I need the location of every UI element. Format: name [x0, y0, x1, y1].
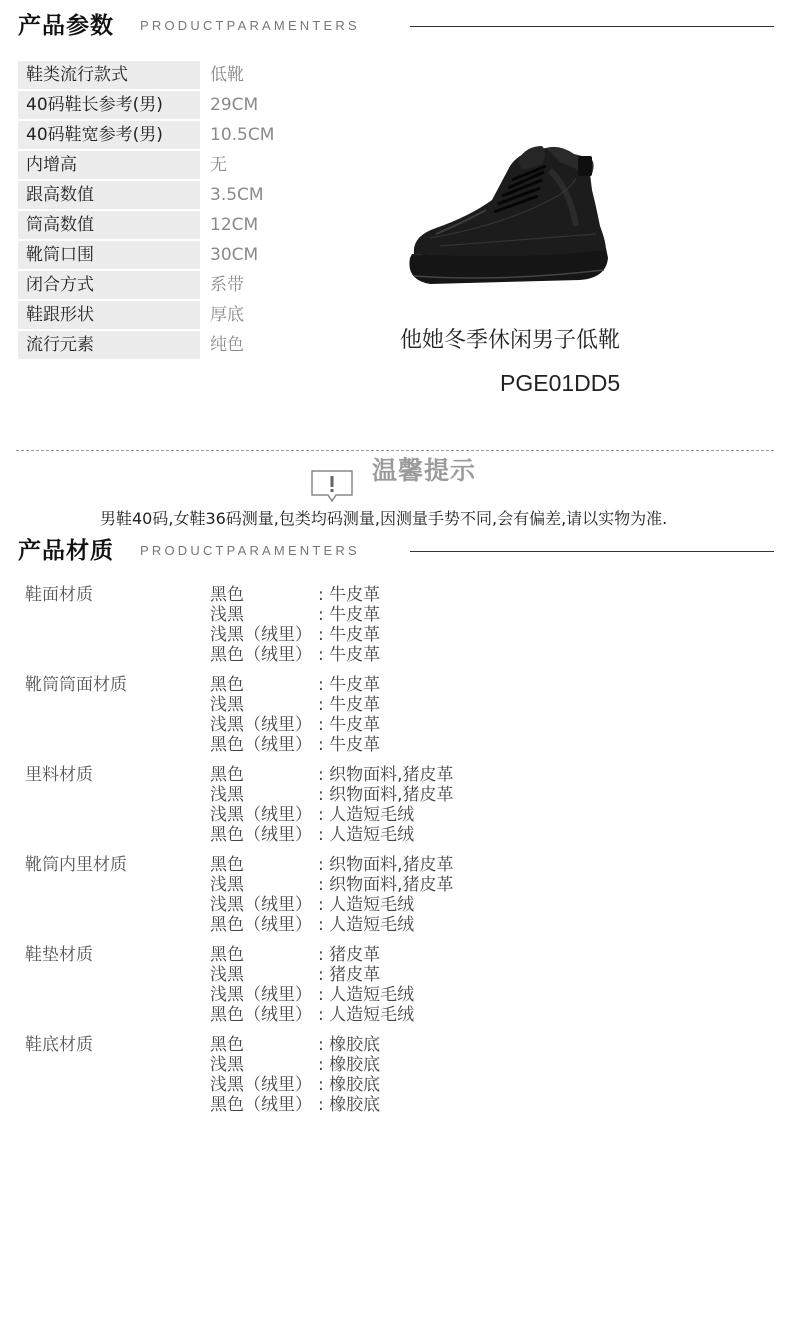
- material-line: [210, 895, 414, 915]
- param-label: 鞋类流行款式: [18, 61, 200, 89]
- material-value: : 牛皮革: [318, 585, 381, 605]
- param-row: [18, 120, 398, 150]
- param-row: [18, 210, 398, 240]
- material-value: : 猪皮革: [318, 945, 381, 965]
- material-line: [210, 1075, 380, 1095]
- material-line: [210, 765, 454, 785]
- param-label: 闭合方式: [18, 271, 200, 299]
- material-line: [210, 1055, 380, 1075]
- material-label: 里料材质: [25, 765, 93, 785]
- material-value: : 牛皮革: [318, 675, 381, 695]
- param-row: [18, 180, 398, 210]
- material-group: [0, 855, 790, 945]
- material-line: [210, 1005, 414, 1025]
- material-group: [0, 945, 790, 1035]
- material-value: : 猪皮革: [318, 965, 381, 985]
- param-row: [18, 240, 398, 270]
- material-value: : 织物面料,猪皮革: [318, 875, 454, 895]
- material-value: : 人造短毛绒: [318, 1005, 415, 1025]
- param-value: 30CM: [210, 245, 259, 265]
- product-name: 他她冬季休闲男子低靴: [400, 328, 621, 353]
- material-value: : 牛皮革: [318, 645, 381, 665]
- product-code: PGE01DD5: [500, 370, 621, 396]
- material-color: 浅黑: [210, 875, 244, 895]
- material-label: 鞋面材质: [25, 585, 93, 605]
- material-color: 浅黑（绒里）: [210, 1075, 312, 1095]
- material-group: [0, 1035, 790, 1125]
- material-line: [210, 875, 454, 895]
- param-value: 10.5CM: [210, 125, 275, 145]
- material-line: [210, 675, 380, 695]
- param-value: 无: [210, 155, 227, 175]
- material-value: : 牛皮革: [318, 715, 381, 735]
- materials-section-subtitle: PRODUCTPARAMENTERS: [140, 543, 360, 558]
- param-label: 40码鞋宽参考(男): [18, 121, 200, 149]
- param-row: [18, 60, 398, 90]
- param-value: 低靴: [210, 65, 244, 85]
- material-value: : 橡胶底: [318, 1095, 381, 1115]
- param-row: [18, 150, 398, 180]
- param-row: [18, 90, 398, 120]
- params-section-title: 产品参数: [18, 13, 114, 39]
- materials-section-header: [18, 534, 774, 568]
- materials-list: [0, 585, 790, 1125]
- material-color: 浅黑: [210, 965, 244, 985]
- param-value: 29CM: [210, 95, 259, 115]
- material-line: [210, 965, 380, 985]
- param-label: 内增高: [18, 151, 200, 179]
- material-line: [210, 945, 380, 965]
- material-value: : 牛皮革: [318, 625, 381, 645]
- material-line: [210, 985, 414, 1005]
- param-value: 系带: [210, 275, 244, 295]
- material-color: 浅黑（绒里）: [210, 805, 312, 825]
- param-label: 40码鞋长参考(男): [18, 91, 200, 119]
- param-label: 鞋跟形状: [18, 301, 200, 329]
- material-color: 浅黑: [210, 695, 244, 715]
- material-color: 浅黑（绒里）: [210, 985, 312, 1005]
- material-value: : 织物面料,猪皮革: [318, 855, 454, 875]
- material-line: [210, 1035, 380, 1055]
- material-color: 浅黑（绒里）: [210, 895, 312, 915]
- material-color: 黑色: [210, 675, 244, 695]
- material-color: 黑色: [210, 945, 244, 965]
- material-line: [210, 805, 414, 825]
- material-line: [210, 735, 380, 755]
- material-label: 靴筒筒面材质: [25, 675, 127, 695]
- material-color: 黑色: [210, 765, 244, 785]
- exclamation-speech-icon: [310, 469, 354, 503]
- material-value: : 牛皮革: [318, 695, 381, 715]
- material-value: : 橡胶底: [318, 1075, 381, 1095]
- param-label: 跟高数值: [18, 181, 200, 209]
- materials-section-title: 产品材质: [18, 538, 114, 564]
- tip-title: 温馨提示: [372, 456, 477, 485]
- material-color: 黑色（绒里）: [210, 1095, 312, 1115]
- param-value: 厚底: [210, 305, 244, 325]
- material-line: [210, 825, 414, 845]
- params-section-subtitle: PRODUCTPARAMENTERS: [140, 18, 360, 33]
- material-label: 鞋底材质: [25, 1035, 93, 1055]
- material-color: 浅黑: [210, 605, 244, 625]
- material-line: [210, 785, 454, 805]
- material-color: 浅黑: [210, 785, 244, 805]
- material-line: [210, 605, 380, 625]
- material-group: [0, 765, 790, 855]
- material-color: 浅黑（绒里）: [210, 715, 312, 735]
- param-row: [18, 330, 398, 360]
- params-section-header: [18, 9, 774, 43]
- param-value: 12CM: [210, 215, 259, 235]
- param-label: 筒高数值: [18, 211, 200, 239]
- material-value: : 牛皮革: [318, 605, 381, 625]
- material-value: : 牛皮革: [318, 735, 381, 755]
- material-value: : 织物面料,猪皮革: [318, 785, 454, 805]
- material-color: 黑色（绒里）: [210, 645, 312, 665]
- material-value: : 橡胶底: [318, 1035, 381, 1055]
- material-value: : 橡胶底: [318, 1055, 381, 1075]
- material-group: [0, 585, 790, 675]
- product-shoe-image: [400, 130, 620, 300]
- material-color: 浅黑（绒里）: [210, 625, 312, 645]
- material-color: 黑色: [210, 855, 244, 875]
- material-line: [210, 855, 454, 875]
- material-label: 鞋垫材质: [25, 945, 93, 965]
- material-line: [210, 915, 414, 935]
- material-color: 黑色（绒里）: [210, 915, 312, 935]
- param-label: 靴筒口围: [18, 241, 200, 269]
- tip-text: 男鞋40码,女鞋36码测量,包类均码测量,因测量手势不同,会有偏差,请以实物为准.: [100, 509, 668, 528]
- material-value: : 人造短毛绒: [318, 985, 415, 1005]
- material-value: : 人造短毛绒: [318, 915, 415, 935]
- material-color: 黑色: [210, 585, 244, 605]
- material-line: [210, 1095, 380, 1115]
- material-line: [210, 585, 380, 605]
- material-color: 黑色: [210, 1035, 244, 1055]
- material-value: : 人造短毛绒: [318, 825, 415, 845]
- header-rule: [410, 26, 774, 27]
- material-color: 黑色（绒里）: [210, 735, 312, 755]
- material-color: 黑色（绒里）: [210, 1005, 312, 1025]
- param-label: 流行元素: [18, 331, 200, 359]
- material-label: 靴筒内里材质: [25, 855, 127, 875]
- param-value: 3.5CM: [210, 185, 264, 205]
- material-value: : 人造短毛绒: [318, 895, 415, 915]
- material-group: [0, 675, 790, 765]
- dashed-divider: [16, 450, 774, 451]
- param-value: 纯色: [210, 335, 244, 355]
- material-line: [210, 625, 380, 645]
- material-line: [210, 715, 380, 735]
- material-color: 黑色（绒里）: [210, 825, 312, 845]
- material-value: : 人造短毛绒: [318, 805, 415, 825]
- params-table: [18, 60, 398, 360]
- material-value: : 织物面料,猪皮革: [318, 765, 454, 785]
- header-rule: [410, 551, 774, 552]
- param-row: [18, 270, 398, 300]
- param-row: [18, 300, 398, 330]
- material-color: 浅黑: [210, 1055, 244, 1075]
- material-line: [210, 645, 380, 665]
- material-line: [210, 695, 380, 715]
